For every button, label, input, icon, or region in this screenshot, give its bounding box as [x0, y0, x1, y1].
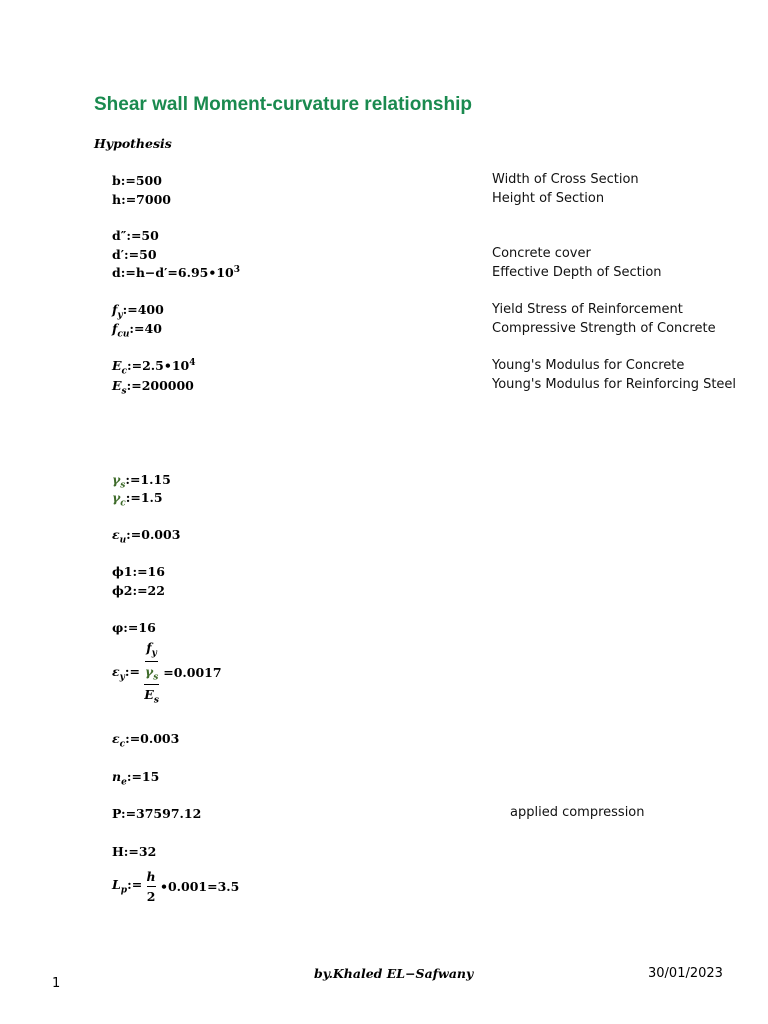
eq-ne: $n_e:=15$ [112, 769, 160, 788]
eq-epsilon-u: $\varepsilon_u:=0.003$ [112, 527, 181, 546]
eq-fcu: $f_{cu}:=40$ [112, 321, 162, 340]
Lp-fraction: $\frac{h}{2}$ [146, 869, 156, 904]
page-title: Shear wall Moment-curvature relationship [94, 94, 472, 115]
author: by.Khaled EL−Safwany [314, 966, 474, 981]
eq-d-double-prime: d″:=50 [112, 228, 159, 243]
desc-es: Young's Modulus for Reinforcing Steel [492, 377, 737, 392]
page-number: 1 [52, 976, 61, 991]
eq-H: H:=32 [112, 844, 157, 859]
eq-d: $d:=h-d'=6.95•10^3$ [112, 265, 241, 281]
eq-gamma-s: $\gamma_s:=1.15$ [112, 472, 171, 491]
desc-yield-stress: Yield Stress of Reinforcement [492, 302, 683, 317]
desc-ec: Young's Modulus for Concrete [492, 358, 685, 373]
date: 30/01/2023 [648, 966, 723, 981]
eq-epsilon-c: $\varepsilon_c:=0.003$ [112, 731, 180, 750]
eq-varphi: φ:=16 [112, 620, 156, 635]
eq-phi1: ϕ1:=16 [112, 564, 165, 579]
desc-applied-compression: applied compression [510, 805, 645, 820]
eq-phi2: ϕ2:=22 [112, 583, 165, 598]
eq-Es: $E_s:=200000$ [112, 378, 194, 397]
epsilon-y-fraction: $\frac{\frac{f_y}{\gamma_s}}{E_s}$ [144, 640, 159, 706]
desc-width: Width of Cross Section [492, 172, 639, 187]
desc-height: Height of Section [492, 191, 605, 206]
eq-d-prime: d′:=50 [112, 247, 157, 262]
eq-epsilon-y: $\varepsilon_y:=$ $\frac{\frac{f_y}{\gamma_s}}{E_s}$ =0.0017 [112, 640, 222, 706]
desc-effective-depth: Effective Depth of Section [492, 265, 662, 280]
eq-fy: $f_y:=400$ [112, 302, 164, 321]
eq-Ec: $E_c:=2.5•10^4$ [112, 358, 196, 377]
eq-P: P:=37597.12 [112, 806, 202, 821]
eq-Lp: $L_p:=$ $\frac{h}{2}$ •0.001=3.5 [112, 869, 240, 904]
section-heading: Hypothesis [94, 136, 172, 151]
eq-b: b:=500 [112, 173, 162, 188]
desc-cover: Concrete cover [492, 246, 591, 261]
eq-h: h:=7000 [112, 192, 171, 207]
eq-gamma-c: $\gamma_c:=1.5$ [112, 490, 163, 509]
desc-compressive-strength: Compressive Strength of Concrete [492, 321, 716, 336]
